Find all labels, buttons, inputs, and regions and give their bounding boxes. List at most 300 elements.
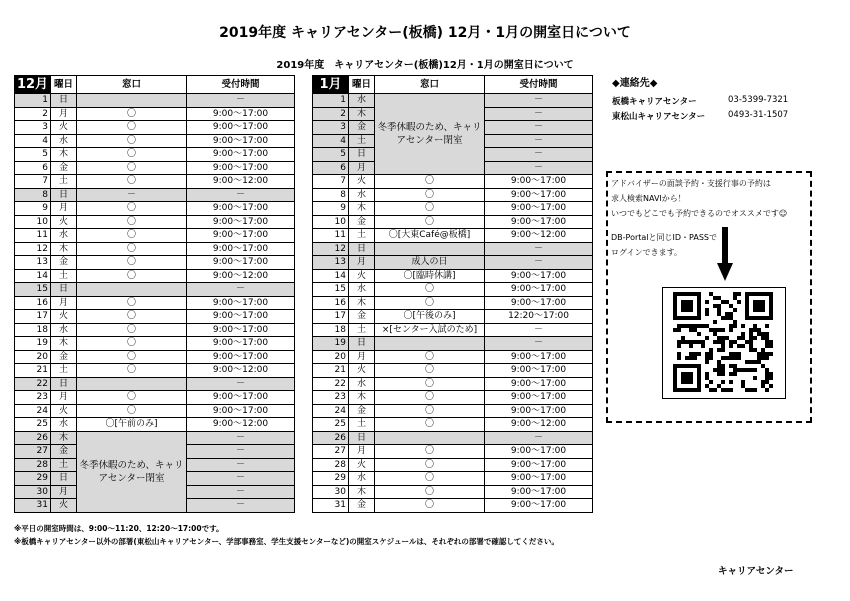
weekday-cell: 火: [349, 364, 375, 378]
weekday-cell: 金: [51, 256, 77, 270]
weekday-cell: 日: [51, 283, 77, 297]
day-number-cell: 17: [15, 310, 51, 324]
hours-cell: 9:00～17:00: [187, 337, 295, 351]
day-number-cell: 21: [15, 364, 51, 378]
weekday-cell: 水: [349, 94, 375, 108]
window-status-cell: 〇: [375, 418, 485, 432]
window-status-cell: 〇: [77, 296, 187, 310]
hours-cell: －: [485, 431, 593, 445]
hours-cell: 9:00～17:00: [187, 256, 295, 270]
hours-cell: 9:00～17:00: [485, 296, 593, 310]
table-row: [15, 337, 295, 351]
weekday-cell: 月: [349, 161, 375, 175]
window-status-cell: 〇: [375, 215, 485, 229]
day-number-cell: 28: [313, 458, 349, 472]
window-status-cell: ×[センター入試のため]: [375, 323, 485, 337]
weekday-cell: 木: [349, 391, 375, 405]
weekday-cell: 日: [349, 242, 375, 256]
hours-header: 受付時間: [187, 76, 295, 94]
table-row: [15, 202, 295, 216]
weekday-cell: 水: [349, 377, 375, 391]
window-status-cell: 〇: [375, 350, 485, 364]
closure-note-cell: 冬季休暇のため、キャリアセンター閉室: [375, 94, 485, 175]
window-status-cell: 〇: [77, 175, 187, 189]
hours-cell: 9:00～12:00: [187, 269, 295, 283]
table-row: [15, 283, 295, 297]
table-row: [313, 310, 593, 324]
window-status-cell: 〇: [375, 404, 485, 418]
table-row: [15, 215, 295, 229]
day-number-cell: 31: [313, 499, 349, 513]
table-row: [15, 107, 295, 121]
weekday-cell: 金: [349, 310, 375, 324]
hours-cell: 9:00～17:00: [485, 404, 593, 418]
weekday-cell: 火: [349, 269, 375, 283]
info-text: アドバイザーの面談予約・支援行事の予約は: [611, 179, 771, 188]
day-number-cell: 12: [15, 242, 51, 256]
table-row: [313, 242, 593, 256]
window-status-cell: 〇[午後のみ]: [375, 310, 485, 324]
day-number-cell: 13: [313, 256, 349, 270]
weekday-cell: 木: [51, 431, 77, 445]
day-number-cell: 6: [313, 161, 349, 175]
hours-cell: 9:00～17:00: [187, 229, 295, 243]
weekday-cell: 日: [51, 472, 77, 486]
weekday-cell: 月: [349, 256, 375, 270]
day-number-cell: 11: [15, 229, 51, 243]
day-number-cell: 5: [313, 148, 349, 162]
day-number-cell: 7: [313, 175, 349, 189]
window-status-cell: 〇: [77, 229, 187, 243]
weekday-cell: 月: [349, 350, 375, 364]
weekday-cell: 月: [349, 445, 375, 459]
table-row: [313, 377, 593, 391]
table-row: [313, 458, 593, 472]
table-row: [313, 215, 593, 229]
weekday-cell: 木: [349, 296, 375, 310]
window-status-cell: 〇: [375, 296, 485, 310]
day-number-cell: 6: [15, 161, 51, 175]
day-number-cell: 9: [15, 202, 51, 216]
table-row: [313, 202, 593, 216]
weekday-cell: 金: [51, 161, 77, 175]
window-status-cell: [375, 431, 485, 445]
weekday-cell: 火: [51, 215, 77, 229]
weekday-cell: 火: [51, 404, 77, 418]
hours-cell: －: [187, 458, 295, 472]
day-number-cell: 27: [15, 445, 51, 459]
day-number-cell: 8: [313, 188, 349, 202]
table-row: [313, 256, 593, 270]
day-number-cell: 17: [313, 310, 349, 324]
hours-cell: －: [187, 188, 295, 202]
day-number-cell: 15: [15, 283, 51, 297]
day-number-cell: 29: [15, 472, 51, 486]
contact-section: [612, 74, 788, 125]
window-status-cell: 〇: [77, 337, 187, 351]
qr-code-frame: [662, 287, 786, 399]
hours-cell: 9:00～17:00: [187, 107, 295, 121]
contact-item: [612, 110, 788, 125]
day-number-cell: 12: [313, 242, 349, 256]
weekday-cell: 日: [349, 148, 375, 162]
day-number-cell: 25: [313, 418, 349, 432]
arrow-down-icon: [717, 227, 733, 281]
day-number-cell: 25: [15, 418, 51, 432]
day-number-cell: 1: [313, 94, 349, 108]
contact-heading: ◆連絡先◆: [612, 78, 658, 89]
window-status-cell: 〇: [77, 107, 187, 121]
day-number-cell: 10: [313, 215, 349, 229]
window-status-cell: 〇[臨時休講]: [375, 269, 485, 283]
day-number-cell: 2: [313, 107, 349, 121]
day-number-cell: 30: [15, 485, 51, 499]
window-status-cell: 〇: [375, 485, 485, 499]
weekday-cell: 日: [51, 377, 77, 391]
hours-cell: 9:00～17:00: [485, 445, 593, 459]
closure-note-cell: 冬季休暇のため、キャリアセンター閉室: [77, 431, 187, 512]
table-row: [313, 431, 593, 445]
hours-cell: 9:00～17:00: [187, 134, 295, 148]
day-number-cell: 29: [313, 472, 349, 486]
window-status-cell: 〇: [77, 256, 187, 270]
weekday-cell: 金: [349, 499, 375, 513]
hours-cell: －: [187, 431, 295, 445]
weekday-cell: 金: [51, 350, 77, 364]
hours-cell: －: [485, 94, 593, 108]
contact-item: [612, 95, 788, 110]
weekday-cell: 火: [51, 499, 77, 513]
table-row: [15, 323, 295, 337]
day-number-cell: 8: [15, 188, 51, 202]
window-status-cell: 〇: [77, 269, 187, 283]
window-status-cell: 〇: [77, 350, 187, 364]
hours-cell: 9:00～17:00: [485, 472, 593, 486]
contact-name: 東松山キャリアセンター: [612, 112, 706, 122]
weekday-cell: 日: [51, 188, 77, 202]
window-status-cell: 成人の日: [375, 256, 485, 270]
hours-cell: 9:00～17:00: [485, 188, 593, 202]
hours-cell: －: [485, 148, 593, 162]
window-status-cell: 〇: [375, 364, 485, 378]
day-number-cell: 22: [313, 377, 349, 391]
hours-cell: 9:00～17:00: [187, 310, 295, 324]
weekday-cell: 木: [349, 485, 375, 499]
table-row: [313, 337, 593, 351]
hours-cell: 9:00～17:00: [485, 350, 593, 364]
day-number-cell: 3: [313, 121, 349, 135]
table-row: [15, 148, 295, 162]
window-status-cell: 〇[午前のみ]: [77, 418, 187, 432]
table-row: [15, 404, 295, 418]
weekday-cell: 火: [349, 458, 375, 472]
info-text: ログインできます。: [611, 248, 682, 257]
hours-cell: 9:00～17:00: [485, 499, 593, 513]
window-status-cell: [77, 377, 187, 391]
hours-cell: －: [187, 283, 295, 297]
hours-cell: 9:00～17:00: [187, 391, 295, 405]
window-status-cell: 〇: [375, 458, 485, 472]
hours-cell: 9:00～17:00: [485, 283, 593, 297]
table-row: [15, 377, 295, 391]
weekday-cell: 土: [51, 269, 77, 283]
day-number-cell: 26: [15, 431, 51, 445]
weekday-cell: 月: [51, 107, 77, 121]
day-number-cell: 30: [313, 485, 349, 499]
table-row: [313, 188, 593, 202]
hours-cell: 9:00～17:00: [485, 364, 593, 378]
info-text: DB-Portalと同じID・PASSで: [611, 233, 717, 242]
table-row: [313, 350, 593, 364]
table-row: [313, 364, 593, 378]
hours-cell: 9:00～17:00: [485, 202, 593, 216]
weekday-cell: 金: [349, 121, 375, 135]
hours-cell: －: [187, 445, 295, 459]
table-row: [313, 323, 593, 337]
month-header: 12月: [15, 76, 51, 94]
weekday-cell: 木: [349, 107, 375, 121]
table-row: [313, 499, 593, 513]
weekday-cell: 水: [51, 229, 77, 243]
table-row: [15, 229, 295, 243]
weekday-cell: 木: [51, 337, 77, 351]
hours-cell: 12:20～17:00: [485, 310, 593, 324]
window-status-cell: 〇: [375, 391, 485, 405]
hours-cell: 9:00～17:00: [187, 323, 295, 337]
day-header: 曜日: [349, 76, 375, 94]
window-header: 窓口: [375, 76, 485, 94]
table-row: [313, 94, 593, 108]
day-number-cell: 3: [15, 121, 51, 135]
day-number-cell: 14: [15, 269, 51, 283]
weekday-cell: 土: [349, 134, 375, 148]
weekday-cell: 火: [349, 175, 375, 189]
day-number-cell: 15: [313, 283, 349, 297]
hours-cell: 9:00～17:00: [485, 175, 593, 189]
day-number-cell: 23: [313, 391, 349, 405]
note-text: ※平日の開室時間は、9:00～11:20、12:20～17:00です。: [14, 524, 224, 533]
day-number-cell: 4: [15, 134, 51, 148]
window-status-cell: [375, 337, 485, 351]
hours-cell: 9:00～17:00: [187, 121, 295, 135]
notes-section: [14, 523, 559, 549]
january-schedule-table: [312, 75, 593, 513]
hours-cell: 9:00～17:00: [485, 485, 593, 499]
weekday-cell: 金: [349, 404, 375, 418]
window-status-cell: [77, 94, 187, 108]
hours-cell: －: [485, 323, 593, 337]
table-row: [313, 391, 593, 405]
window-status-cell: 〇: [375, 175, 485, 189]
table-row: [15, 350, 295, 364]
weekday-cell: 土: [51, 458, 77, 472]
day-number-cell: 24: [15, 404, 51, 418]
day-number-cell: 31: [15, 499, 51, 513]
window-status-cell: 〇: [77, 121, 187, 135]
table-row: [15, 364, 295, 378]
window-status-cell: 〇: [77, 323, 187, 337]
window-status-cell: 〇: [77, 310, 187, 324]
qr-code-icon[interactable]: [673, 292, 773, 392]
hours-cell: －: [187, 499, 295, 513]
day-number-cell: 24: [313, 404, 349, 418]
table-row: [313, 283, 593, 297]
day-number-cell: 20: [313, 350, 349, 364]
weekday-cell: 月: [51, 485, 77, 499]
day-number-cell: 22: [15, 377, 51, 391]
weekday-cell: 月: [51, 202, 77, 216]
hours-cell: －: [187, 94, 295, 108]
contact-name: 板橋キャリアセンター: [612, 97, 697, 107]
hours-cell: 9:00～17:00: [187, 215, 295, 229]
hours-cell: 9:00～17:00: [485, 377, 593, 391]
hours-cell: 9:00～17:00: [187, 148, 295, 162]
table-row: [313, 404, 593, 418]
window-status-cell: 〇[大東Café@板橋]: [375, 229, 485, 243]
weekday-cell: 月: [51, 296, 77, 310]
hours-header: 受付時間: [485, 76, 593, 94]
reservation-info-box: [606, 171, 812, 423]
contact-phone: 03-5399-7321: [728, 95, 789, 105]
info-text: いつでもどこでも予約できるのでオススメです☺: [611, 209, 788, 218]
hours-cell: 9:00～17:00: [187, 404, 295, 418]
weekday-cell: 土: [51, 364, 77, 378]
hours-cell: －: [485, 256, 593, 270]
table-row: [15, 134, 295, 148]
hours-cell: －: [187, 472, 295, 486]
window-status-cell: [375, 242, 485, 256]
month-header: 1月: [313, 76, 349, 94]
window-header: 窓口: [77, 76, 187, 94]
hours-cell: －: [187, 377, 295, 391]
table-row: [15, 94, 295, 108]
hours-cell: 9:00～17:00: [187, 202, 295, 216]
window-status-cell: 〇: [375, 377, 485, 391]
day-number-cell: 18: [15, 323, 51, 337]
window-status-cell: 〇: [375, 472, 485, 486]
table-row: [313, 175, 593, 189]
day-number-cell: 4: [313, 134, 349, 148]
table-row: [15, 188, 295, 202]
page-subtitle: 2019年度 キャリアセンター(板橋)12月・1月の開室日について: [276, 60, 574, 71]
hours-cell: 9:00～17:00: [485, 269, 593, 283]
weekday-cell: 水: [349, 472, 375, 486]
window-status-cell: 〇: [77, 215, 187, 229]
day-number-cell: 23: [15, 391, 51, 405]
table-row: [15, 161, 295, 175]
table-row: [15, 121, 295, 135]
day-number-cell: 18: [313, 323, 349, 337]
hours-cell: －: [485, 107, 593, 121]
window-status-cell: [77, 283, 187, 297]
hours-cell: 9:00～12:00: [485, 229, 593, 243]
hours-cell: 9:00～12:00: [187, 175, 295, 189]
table-row: [15, 431, 295, 445]
table-row: [15, 391, 295, 405]
hours-cell: －: [485, 337, 593, 351]
contact-phone: 0493-31-1507: [728, 110, 789, 120]
weekday-cell: 木: [51, 242, 77, 256]
day-number-cell: 16: [313, 296, 349, 310]
hours-cell: －: [485, 121, 593, 135]
hours-cell: 9:00～12:00: [187, 364, 295, 378]
weekday-cell: 日: [349, 431, 375, 445]
weekday-cell: 日: [51, 94, 77, 108]
window-status-cell: 〇: [375, 188, 485, 202]
day-number-cell: 19: [15, 337, 51, 351]
hours-cell: －: [187, 485, 295, 499]
day-number-cell: 7: [15, 175, 51, 189]
day-number-cell: 28: [15, 458, 51, 472]
weekday-cell: 月: [51, 391, 77, 405]
window-status-cell: 〇: [77, 202, 187, 216]
window-status-cell: 〇: [375, 202, 485, 216]
table-row: [15, 256, 295, 270]
weekday-cell: 日: [349, 337, 375, 351]
window-status-cell: 〇: [77, 404, 187, 418]
weekday-cell: 木: [349, 202, 375, 216]
weekday-cell: 土: [349, 418, 375, 432]
day-number-cell: 2: [15, 107, 51, 121]
hours-cell: 9:00～17:00: [485, 458, 593, 472]
day-number-cell: 14: [313, 269, 349, 283]
table-row: [313, 418, 593, 432]
weekday-cell: 水: [349, 283, 375, 297]
day-number-cell: 20: [15, 350, 51, 364]
table-row: [15, 418, 295, 432]
hours-cell: 9:00～17:00: [485, 215, 593, 229]
day-number-cell: 9: [313, 202, 349, 216]
weekday-cell: 水: [51, 323, 77, 337]
hours-cell: 9:00～17:00: [187, 350, 295, 364]
table-row: [313, 296, 593, 310]
table-row: [313, 485, 593, 499]
weekday-cell: 金: [349, 215, 375, 229]
window-status-cell: 〇: [77, 161, 187, 175]
table-row: [15, 310, 295, 324]
window-status-cell: 〇: [375, 499, 485, 513]
hours-cell: 9:00～12:00: [187, 418, 295, 432]
day-number-cell: 11: [313, 229, 349, 243]
hours-cell: 9:00～17:00: [485, 391, 593, 405]
table-row: [313, 472, 593, 486]
hours-cell: －: [485, 134, 593, 148]
day-number-cell: 19: [313, 337, 349, 351]
day-number-cell: 21: [313, 364, 349, 378]
table-row: [15, 296, 295, 310]
window-status-cell: 〇: [77, 242, 187, 256]
hours-cell: 9:00～17:00: [187, 242, 295, 256]
table-row: [313, 445, 593, 459]
day-number-cell: 27: [313, 445, 349, 459]
info-text: 求人検索NAVIから！: [611, 194, 686, 203]
hours-cell: －: [485, 161, 593, 175]
note-text: ※板橋キャリアセンター以外の部署(東松山キャリアセンター、学部事務室、学生支援センターなど)の開室スケジュールは、それぞれの部署で確認してください。: [14, 537, 559, 546]
window-status-cell: －: [77, 188, 187, 202]
table-row: [15, 269, 295, 283]
december-schedule-table: [14, 75, 295, 513]
hours-cell: 9:00～17:00: [187, 161, 295, 175]
window-status-cell: 〇: [77, 134, 187, 148]
weekday-cell: 土: [51, 175, 77, 189]
table-row: [313, 229, 593, 243]
page-title: 2019年度 キャリアセンター(板橋) 12月・1月の開室日について: [219, 25, 631, 41]
day-number-cell: 1: [15, 94, 51, 108]
weekday-cell: 火: [51, 121, 77, 135]
weekday-cell: 金: [51, 445, 77, 459]
weekday-cell: 土: [349, 323, 375, 337]
hours-cell: －: [485, 242, 593, 256]
